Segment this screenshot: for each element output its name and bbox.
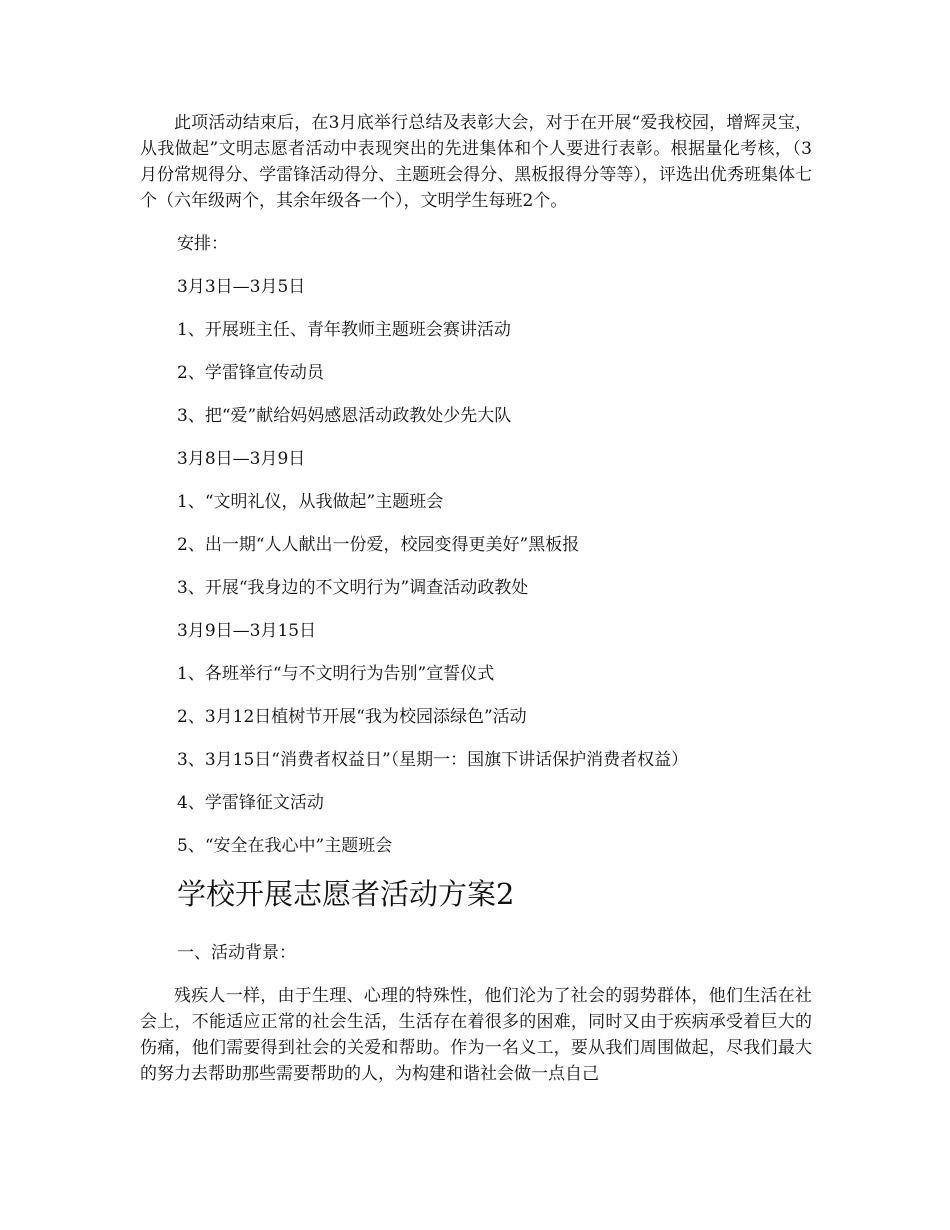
intro-paragraph: 此项活动结束后，在3月底举行总结及表彰大会，对于在开展“爱我校园，增辉灵宝，从我做起”文明志愿者活动中表现突出的先进集体和个人要进行表彰。根据量化考核，（3月份常规得分、学雷锋活动得分、主题班会得分、黑板报得分等等），评选出优秀班集体七个（六年级两个，其余年级各一个），文明学生每班2个。 [140,113,812,211]
schedule-item: 1、各班举行“与不文明行为告别”宣誓仪式 [177,664,495,684]
section-title: 学校开展志愿者活动方案2 [177,877,515,911]
schedule-item: 2、学雷锋宣传动员 [177,363,324,383]
schedule-period-2: 3月8日—3月9日 [177,449,306,469]
schedule-item: 1、开展班主任、青年教师主题班会赛讲活动 [177,320,511,340]
schedule-item: 1、“文明礼仪，从我做起”主题班会 [177,492,444,512]
background-paragraph: 残疾人一样，由于生理、心理的特殊性，他们沦为了社会的弱势群体，他们生活在社会上，不能适应正常的社会生活，生活存在着很多的困难，同时又由于疾病承受着巨大的伤痛，他们需要得到社会的关爱和帮助。作为一名义工，要从我们周围做起，尽我们最大的努力去帮助那些需要帮助的人，为构建和谐社会做一点自己 [140,986,812,1084]
schedule-item: 3、把“爱”献给妈妈感恩活动政教处少先大队 [177,406,512,426]
schedule-item: 2、3月12日植树节开展“我为校园添绿色”活动 [177,707,527,727]
schedule-item: 5、“安全在我心中”主题班会 [177,836,393,856]
schedule-item: 3、3月15日“消费者权益日”（星期一：国旗下讲话保护消费者权益） [177,750,689,770]
schedule-period-1: 3月3日—3月5日 [177,277,306,297]
section-subheading: 一、活动背景： [177,943,296,963]
schedule-item: 4、学雷锋征文活动 [177,793,324,813]
schedule-item: 2、出一期“人人献出一份爱，校园变得更美好”黑板报 [177,535,580,555]
arrangement-label: 安排： [177,234,228,254]
document-body [140,110,812,1104]
schedule-item: 3、开展“我身边的不文明行为”调查活动政教处 [177,578,529,598]
schedule-period-3: 3月9日—3月15日 [177,621,317,641]
